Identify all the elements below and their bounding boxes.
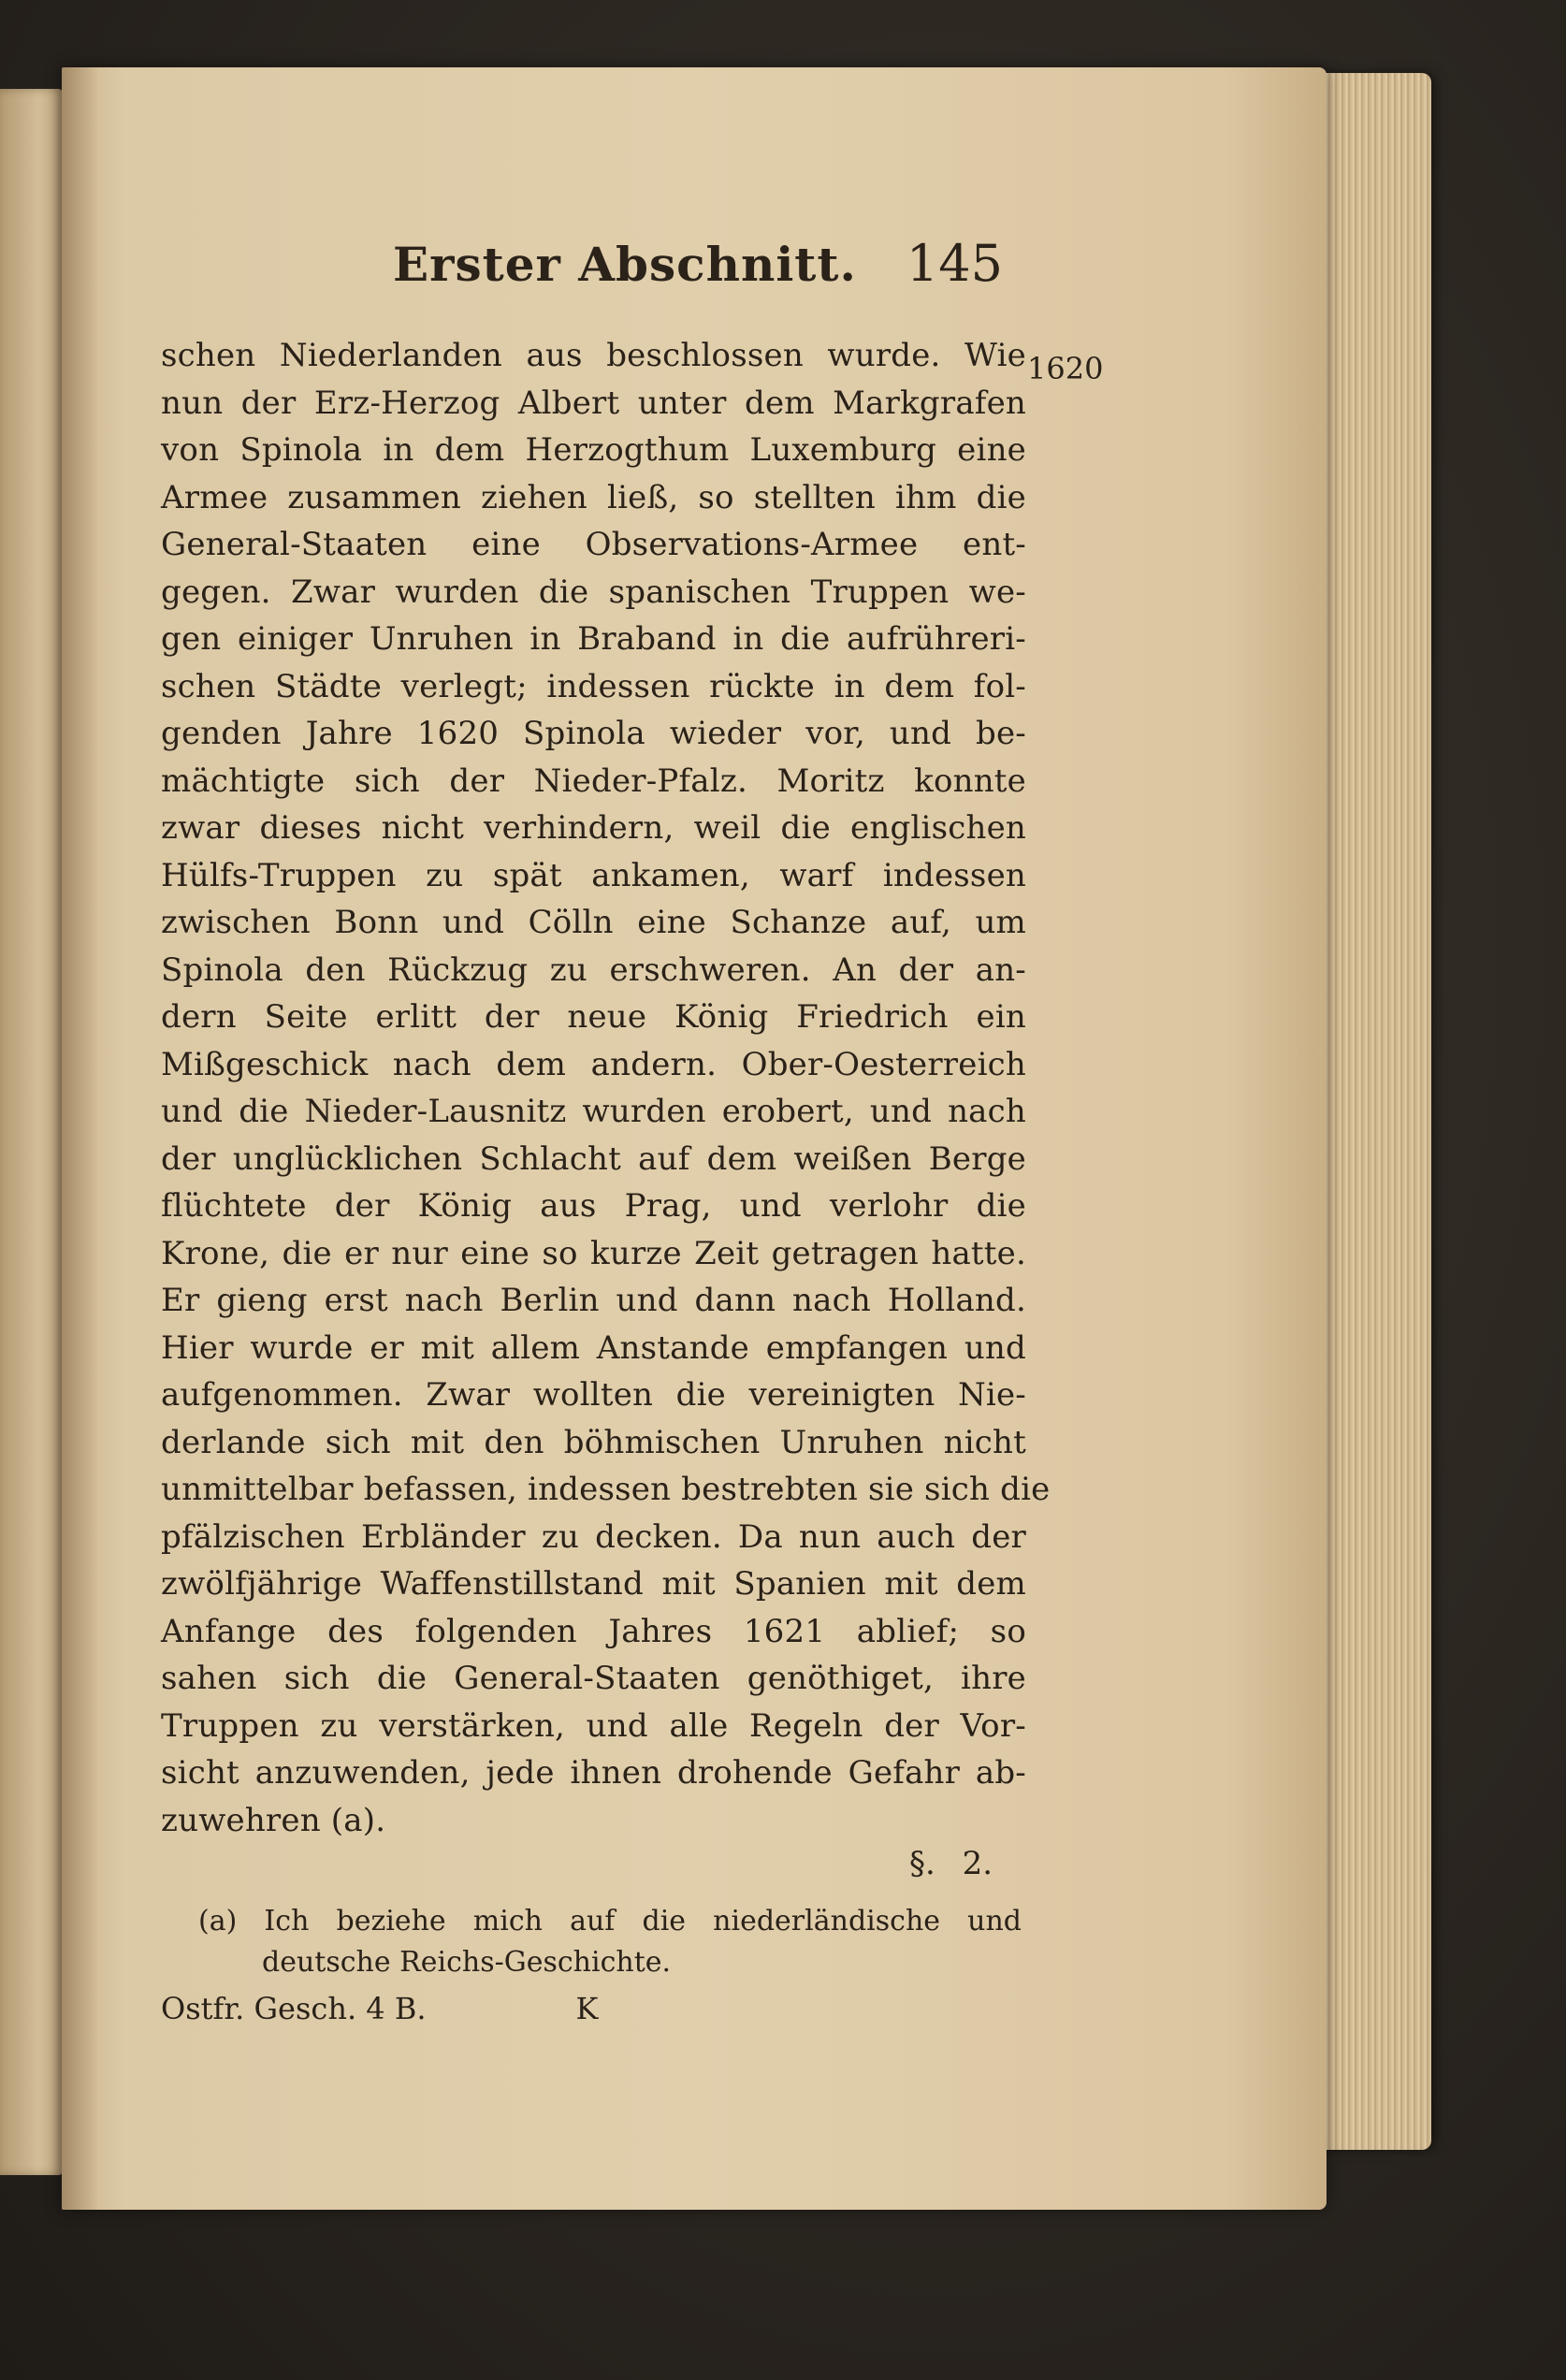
- text-line: Krone, die er nur eine so kurze Zeit getragen hatte.: [161, 1234, 1026, 1272]
- page-header: [374, 234, 1029, 309]
- signature-line: [161, 1991, 722, 2026]
- text-line: derlande sich mit den böhmischen Unruhen nicht: [161, 1423, 1026, 1461]
- page-number: 145: [906, 234, 1003, 293]
- text-line: zwölfjährige Waffenstillstand mit Spanien mit dem: [161, 1565, 1026, 1603]
- text-line: unmittelbar befassen, indessen bestrebten sie sich die: [161, 1471, 1051, 1508]
- text-line: aufgenommen. Zwar wollten die vereinigten Nie-: [161, 1376, 1026, 1414]
- text-line: dern Seite erlitt der neue König Friedrich ein: [161, 998, 1026, 1036]
- text-line: flüchtete der König aus Prag, und verlohr die: [161, 1187, 1026, 1225]
- body-text: [161, 332, 1051, 1844]
- text-line: Spinola den Rückzug zu erschweren. An der an-: [161, 951, 1026, 989]
- footnote: [198, 1901, 1022, 1983]
- running-head: Erster Abschnitt.: [393, 237, 857, 292]
- text-line: Hülfs-Truppen zu spät ankamen, warf indessen: [161, 856, 1026, 894]
- text-line: gegen. Zwar wurden die spanischen Truppen we-: [161, 573, 1026, 611]
- section-mark: §. 2.: [909, 1845, 993, 1882]
- text-line: pfälzischen Erbländer zu decken. Da nun auch der: [161, 1517, 1026, 1556]
- signature-letter: K: [575, 1991, 599, 2026]
- text-line: schen Niederlanden aus beschlossen wurde. Wie: [161, 337, 1026, 374]
- text-line: Anfange des folgenden Jahres 1621 ablief; so: [161, 1612, 1026, 1650]
- left-page-edge: [0, 89, 64, 2175]
- text-line: sahen sich die General-Staaten genöthiget, ihre: [161, 1660, 1026, 1697]
- text-line: nun der Erz-Herzog Albert unter dem Markgrafen: [161, 384, 1026, 422]
- text-line: und die Nieder-Lausnitz wurden erobert, und nach: [161, 1093, 1026, 1130]
- footnote-line: deutsche Reichs-Geschichte.: [262, 1946, 672, 1979]
- text-line: zwischen Bonn und Cölln eine Schanze auf, um: [161, 904, 1026, 941]
- footnote-line: (a) Ich beziehe mich auf die niederländische und: [198, 1905, 1022, 1937]
- text-line: Truppen zu verstärken, und alle Regeln der Vor-: [161, 1706, 1026, 1745]
- text-line: gen einiger Unruhen in Braband in die aufrühreri-: [161, 620, 1026, 658]
- text-line: Hier wurde er mit allem Anstande empfangen und: [161, 1328, 1026, 1367]
- text-line: mächtigte sich der Nieder-Pfalz. Moritz konnte: [161, 762, 1026, 800]
- text-line: sicht anzuwenden, jede ihnen drohende Gefahr ab-: [161, 1754, 1026, 1792]
- text-line: schen Städte verlegt; indessen rückte in dem fol-: [161, 667, 1026, 705]
- signature-mark: Ostfr. Gesch. 4 B.: [161, 1991, 427, 2026]
- text-line: zwar dieses nicht verhindern, weil die englischen: [161, 809, 1026, 847]
- text-line: General-Staaten eine Observations-Armee ent-: [161, 526, 1026, 563]
- text-line: zuwehren (a).: [161, 1801, 386, 1839]
- text-line: von Spinola in dem Herzogthum Luxemburg eine: [161, 431, 1026, 469]
- text-line: der unglücklichen Schlacht auf dem weißen Berge: [161, 1139, 1026, 1178]
- text-line: Armee zusammen ziehen ließ, so stellten ihm die: [161, 478, 1026, 516]
- text-line: Mißgeschick nach dem andern. Ober-Oesterreich: [161, 1045, 1026, 1083]
- text-line: genden Jahre 1620 Spinola wieder vor, und be-: [161, 715, 1026, 752]
- text-line: Er gieng erst nach Berlin und dann nach Holland.: [161, 1282, 1026, 1319]
- margin-year-note: 1620: [1027, 351, 1104, 386]
